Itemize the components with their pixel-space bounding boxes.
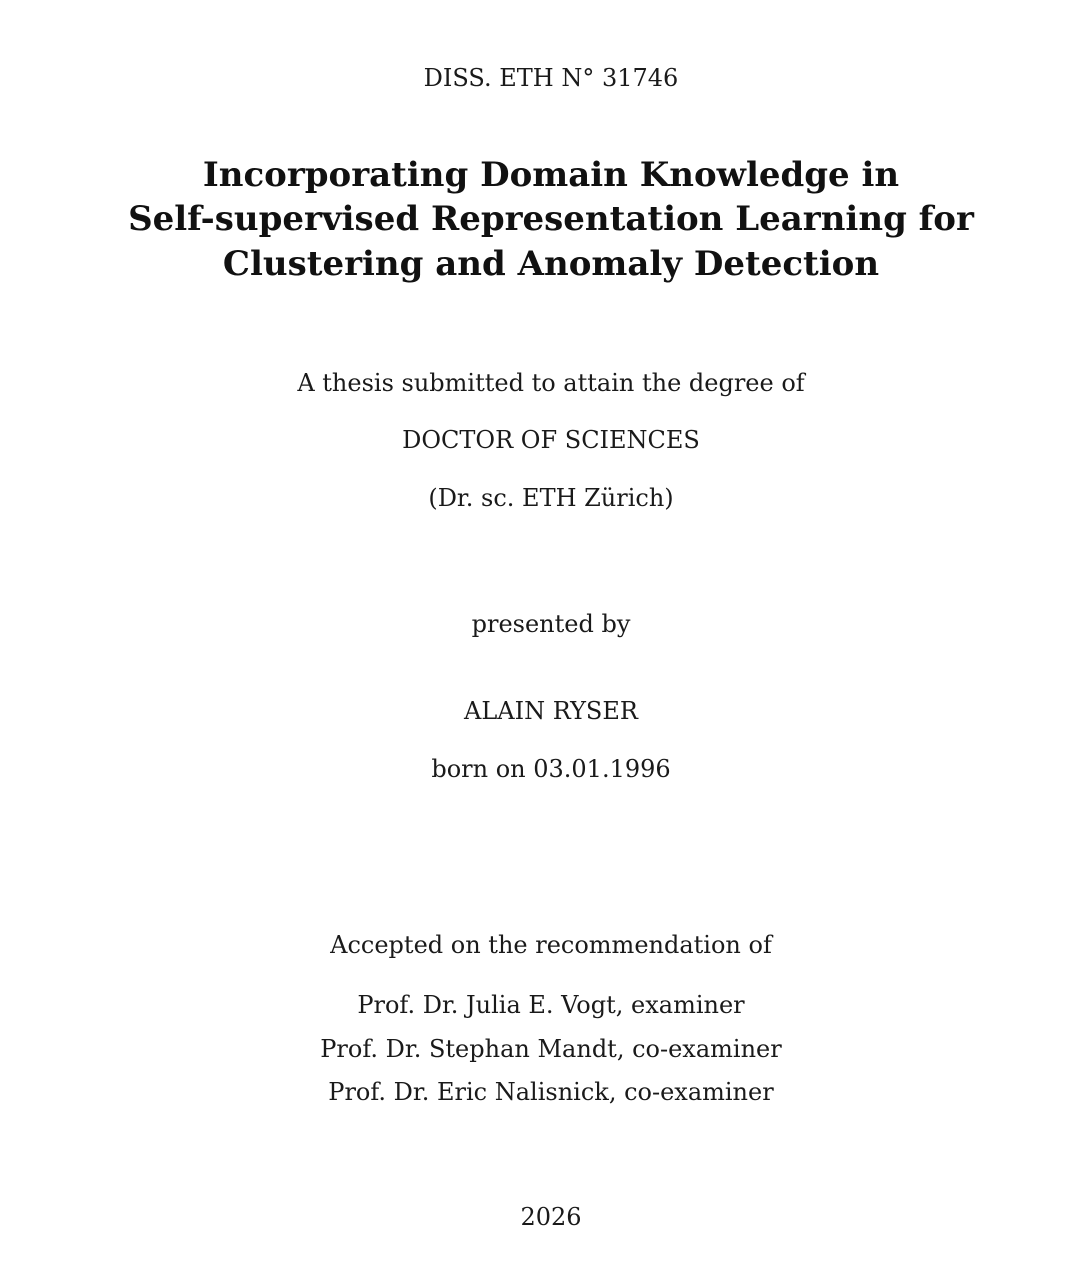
author-birthdate: born on 03.01.1996 <box>431 755 671 783</box>
degree-abbreviation: (Dr. sc. ETH Zürich) <box>428 484 674 512</box>
examiner-1: Prof. Dr. Julia E. Vogt, examiner <box>357 991 745 1019</box>
co-examiner-2: Prof. Dr. Eric Nalisnick, co-examiner <box>328 1078 774 1106</box>
publication-year: 2026 <box>520 1203 582 1231</box>
co-examiner-1: Prof. Dr. Stephan Mandt, co-examiner <box>320 1035 782 1063</box>
thesis-title-line-1: Incorporating Domain Knowledge in <box>202 155 900 195</box>
submission-statement: A thesis submitted to attain the degree of <box>297 369 805 397</box>
thesis-title-line-3: Clustering and Anomaly Detection <box>222 244 880 284</box>
degree-name: DOCTOR OF SCIENCES <box>402 426 700 454</box>
accepted-statement: Accepted on the recommendation of <box>330 931 772 959</box>
presented-by-label: presented by <box>471 610 631 638</box>
author-name: ALAIN RYSER <box>464 697 638 725</box>
thesis-title-line-2: Self-supervised Representation Learning for <box>128 199 974 239</box>
dissertation-number: DISS. ETH N° 31746 <box>423 64 679 92</box>
